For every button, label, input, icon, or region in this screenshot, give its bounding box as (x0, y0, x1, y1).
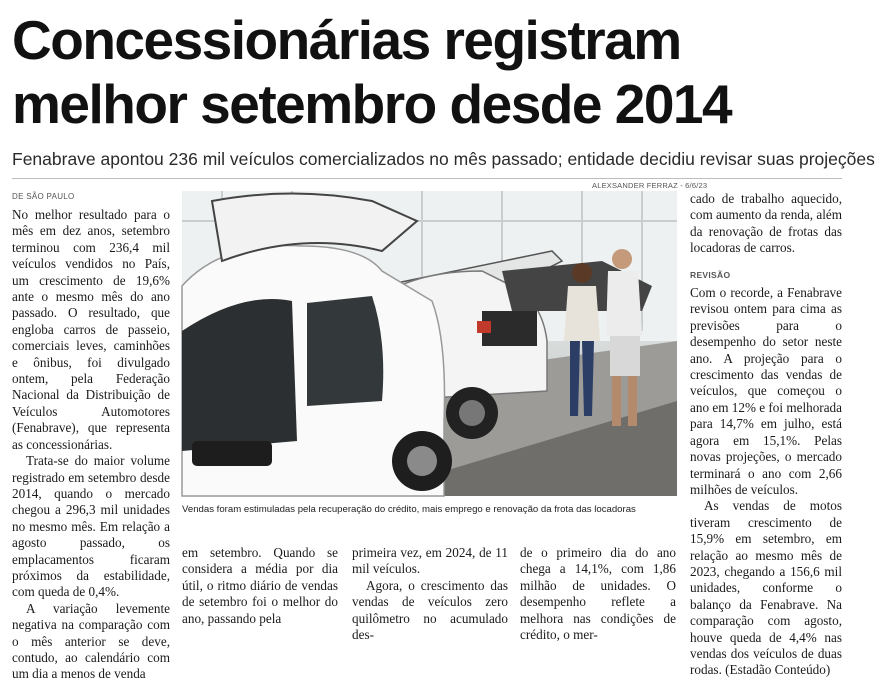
paragraph: primeira vez, em 2024, de 11 mil veículos. (352, 545, 508, 577)
article-column-2 (182, 545, 338, 629)
divider (12, 178, 842, 179)
headline (12, 8, 842, 136)
paragraph: Trata-se do maior volume registrado em setembro desde 2014, quando o mercado chegou a 296,3 mil unidades no mesmo mês. Em relação a agosto passado, os emplacamentos ficaram próximos da estabilidade, com queda de 0,4%. (12, 453, 170, 600)
article-column-5 (690, 191, 842, 678)
subheadline: Fenabrave apontou 236 mil veículos comercializados no mês passado; entidade decidiu revisar suas projeções (12, 149, 875, 169)
paragraph: cado de trabalho aquecido, com aumento da renda, além da renovação de frotas das locadoras de carros. (690, 191, 842, 256)
paragraph: No melhor resultado para o mês em dez anos, setembro terminou com 236,4 mil veículos vendidos no País, um crescimento de 19,6% ante o mesmo mês do ano passado. O resultado, que engloba carros de passeio, comerciais leves, caminhões e ônibus, foi divulgado ontem, pela Federação Nacional da Distribuição de Veículos Automotores (Fenabrave), que representa as concessionárias. (12, 207, 170, 452)
article-column-4 (520, 545, 676, 643)
article-column-1 (12, 207, 170, 682)
photo-car-dealership (182, 191, 677, 496)
photo-illustration (182, 191, 677, 496)
paragraph: A variação levemente negativa na comparação com o mês anterior se deve, contudo, ao calendário com um dia a menos de venda (12, 600, 170, 682)
paragraph: de o primeiro dia do ano chega a 14,1%, com 1,86 milhão de unidades. O desempenho reflete a melhora nas condições de crédito, o mer- (520, 545, 676, 643)
paragraph: em setembro. Quando se considera a média por dia útil, o ritmo diário de vendas de setembro foi o melhor do ano, passando pela (182, 545, 338, 626)
paragraph: Com o recorde, a Fenabrave revisou ontem para cima as previsões para o desempenho do setor neste ano. A projeção para o crescimento das vendas de veículos, que começou o ano em 12% e foi melhorada para 14,7% em julho, está agora em 15,1%. Pelas novas projeções, o mercado terminará o ano com 2,66 milhões de veículos. (690, 285, 842, 497)
paragraph: Agora, o crescimento das vendas de veículos zero quilômetro no acumulado des- (352, 577, 508, 643)
article-column-3 (352, 545, 508, 643)
headline-line-1: Concessionárias registram (12, 9, 681, 71)
photo-caption: Vendas foram estimuladas pela recuperação do crédito, mais emprego e renovação da frota das locadoras (182, 504, 636, 515)
paragraph: As vendas de motos tiveram crescimento de 15,9% em setembro, em relação ao mesmo mês de 2023, chegando a 156,6 mil unidades, conforme o balanço da Fenabrave. Na comparação com agosto, houve queda de 4,4% nas vendas dos veículos de duas rodas. (Estadão Conteúdo) (690, 498, 842, 678)
section-title: REVISÃO (690, 269, 731, 280)
dateline: DE SÃO PAULO (12, 192, 75, 201)
headline-line-2: melhor setembro desde 2014 (12, 73, 732, 135)
photo-credit: ALEXSANDER FERRAZ - 6/6/23 (592, 181, 708, 190)
